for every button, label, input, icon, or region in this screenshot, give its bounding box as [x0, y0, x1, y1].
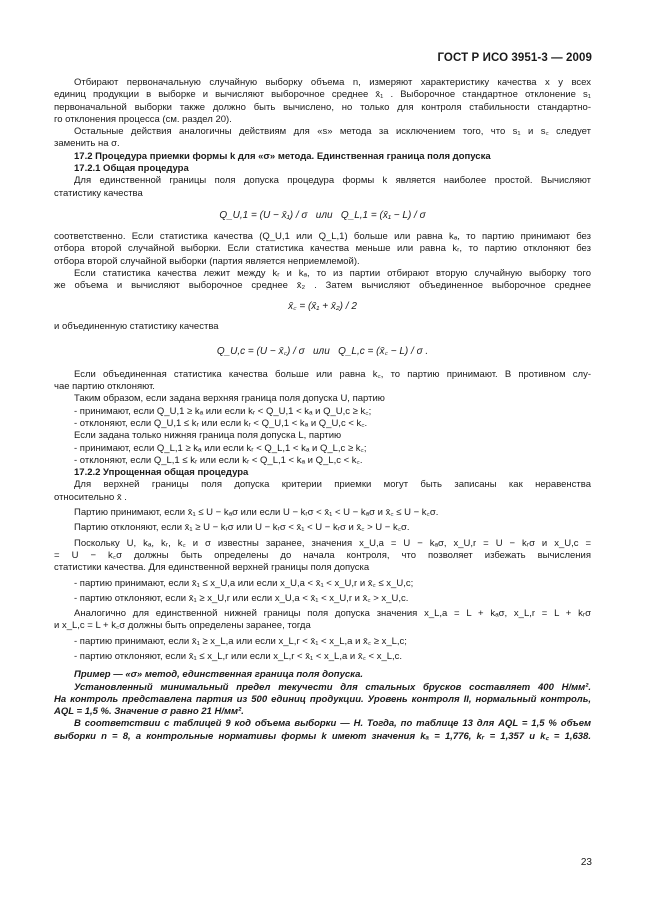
list-item: - партию отклоняют, если x̄₁ ≥ x_U,r или если x_U,a < x̄₁ < x_U,r и x̄꜀ > x_U,c.: [74, 592, 409, 604]
text-line: Остальные действия аналогичны действиям для «s» метода за исключением того, что s₁ и s꜀ следует: [74, 126, 591, 138]
text-line: статистику качества: [54, 187, 143, 199]
list-item: - принимают, если Q_L,1 ≥ kₐ или если kᵣ < Q_L,1 < kₐ и Q_L,c ≥ k꜀;: [74, 442, 367, 454]
example-text: Установленный минимальный предел текучести для стальных брусков составляет 400 Н/мм².: [74, 681, 591, 693]
text-line: Партию принимают, если x̄₁ ≤ U − kₐσ или если U − kᵣσ < x̄₁ < U − kₐσ и x̄꜀ ≤ U − k꜀σ.: [74, 507, 439, 519]
formula-combined-mean: x̄꜀ = (x̄₁ + x̄₂) / 2: [288, 301, 357, 313]
list-item: - партию принимают, если x̄₁ ≤ x_U,a или если x_U,a < x̄₁ < x_U,r и x̄꜀ ≤ x_U,c;: [74, 577, 414, 589]
subsection-heading: 17.2.1 Общая процедура: [74, 163, 189, 175]
text-line: же объема и вычисляют выборочное среднее x̄₂ . Затем вычисляют объединенное выборочное среднее: [54, 280, 591, 292]
text-line: отбора второй случайной выборки. Если статистика качества меньше или равна kᵣ, то партию отклоняют без: [54, 243, 591, 255]
text-line: Если объединенная статистика качества больше или равна k꜀, то партию принимают. В противном слу-: [74, 368, 591, 380]
text-line: относительно x̄ .: [54, 491, 127, 503]
list-item: - отклоняют, если Q_U,1 ≤ kᵣ или если kᵣ < Q_U,1 < kₐ и Q_U,c < k꜀.: [74, 417, 368, 429]
page-header: ГОСТ Р ИСО 3951-3 — 2009: [437, 52, 592, 64]
list-item: - партию принимают, если x̄₁ ≥ x_L,a или если x_L,r < x̄₁ < x_L,a и x̄꜀ ≥ x_L,c;: [74, 635, 407, 647]
text-line: заменить на σ.: [54, 138, 120, 150]
formula-quality-statistic: Q_U,1 = (U − x̄₁) / σ или Q_L,1 = (x̄₁ − L) / σ: [219, 209, 426, 221]
text-line: Таким образом, если задана верхняя граница поля допуска U, партию: [74, 393, 385, 405]
example-text: выборки n = 8, а контрольные нормативы формы k имеют значения kₐ = 1,776, kᵣ = 1,357 и k꜀ = 1,638.: [54, 730, 591, 742]
document-body: [54, 77, 591, 743]
text-line: отбора второй случайной выборки (партия является неприемлемой).: [54, 255, 360, 267]
page-number: 23: [580, 857, 592, 868]
text-line: Отбирают первоначальную случайную выборку объема n, измеряют характеристику качества x у всех: [74, 77, 591, 88]
text-line: Если статистика качества лежит между kᵣ и kₐ, то из партии отбирают вторую случайную выборку того: [74, 267, 591, 279]
example-text: На контроль представлена партия из 500 единиц продукции. Уровень контроля II, нормальный контроль,: [54, 693, 591, 705]
text-line: = U − k꜀σ должны быть определены до начала контроля, что позволяет избежать вычисления: [54, 549, 591, 561]
text-line: и объединенную статистику качества: [54, 321, 219, 333]
text-line: Для верхней границы поля допуска критерии приемки могут быть записаны как неравенства: [74, 479, 591, 491]
text-line: соответственно. Если статистика качества (Q_U,1 или Q_L,1) больше или равна kₐ, то партию принимают без: [54, 230, 591, 242]
text-line: го отклонения процесса (см. раздел 20).: [54, 113, 232, 125]
text-line: Если задана только нижняя граница поля допуска L, партию: [74, 430, 342, 442]
example-text: В соответствии с таблицей 9 код объема выборки — H. Тогда, по таблице 13 для AQL = 1,5 % объем: [74, 718, 591, 730]
formula-combined-statistic: Q_U,c = (U − x̄꜀) / σ или Q_L,c = (x̄꜀ − L) / σ .: [216, 345, 429, 357]
text-line: первоначальной выборки также должно быть вычислено, но только для контроля стабильности стандартно-: [54, 101, 591, 113]
text-line: Партию отклоняют, если x̄₁ ≥ U − kᵣσ или U − kᵣσ < x̄₁ < U − kᵣσ и x̄꜀ > U − k꜀σ.: [74, 522, 410, 534]
text-line: Аналогично для единственной нижней границы поля допуска значения x_L,a = L + kₐσ, x_L,r = L + kᵣσ: [74, 608, 591, 620]
example-text: AQL = 1,5 %. Значение σ равно 21 Н/мм².: [54, 706, 244, 718]
subsection-heading: 17.2.2 Упрощенная общая процедура: [74, 467, 249, 479]
list-item: - отклоняют, если Q_L,1 ≤ kᵣ или если kᵣ < Q_L,1 < kₐ и Q_L,c < k꜀.: [74, 454, 363, 466]
section-heading: 17.2 Процедура приемки формы k для «σ» метода. Единственная граница поля допуска: [74, 150, 491, 162]
text-line: и x_L,c = L + k꜀σ должны быть определены заранее, тогда: [54, 620, 311, 632]
example-heading: Пример — «σ» метод, единственная граница поля допуска.: [74, 669, 364, 681]
text-line: единиц продукции в выборке и вычисляют выборочное среднее x̄₁ . Выборочное стандартное отклонение s₁: [54, 89, 591, 101]
text-line: статистики качества. Для единственной верхней границы поля допуска: [54, 562, 370, 574]
list-item: - партию отклоняют, если x̄₁ ≤ x_L,r или если x_L,r < x̄₁ < x_L,a и x̄꜀ < x_L,c.: [74, 650, 403, 662]
text-line: Для единственной границы поля допуска процедура формы k является наиболее простой. Вычисляют: [74, 175, 591, 187]
text-line: чае партию отклоняют.: [54, 381, 155, 393]
text-line: Поскольку U, kₐ, kᵣ, k꜀ и σ известны заранее, значения x_U,a = U − kₐσ, x_U,r = U − kᵣσ и x_U,c =: [74, 537, 591, 549]
list-item: - принимают, если Q_U,1 ≥ kₐ или если kᵣ < Q_U,1 < kₐ и Q_U,c ≥ k꜀;: [74, 405, 372, 417]
